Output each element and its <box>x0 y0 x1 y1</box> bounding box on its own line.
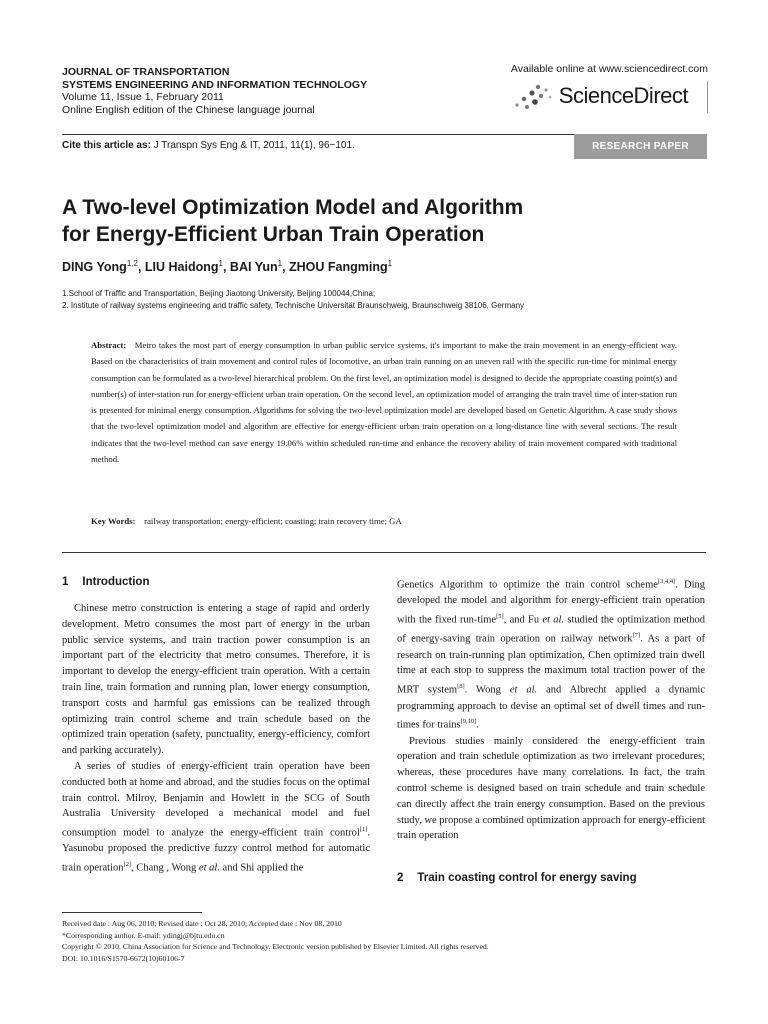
paragraph-text: Genetics Algorithm to optimize the train control scheme <box>397 579 658 591</box>
corresponding-author: *Corresponding author. E-mail: ydingj@bjtu.edu.cn <box>62 930 225 940</box>
section-heading-introduction <box>62 576 149 588</box>
journal-info <box>62 66 367 116</box>
received-dates: Received date : Aug 06, 2010; Revised date : Oct 28, 2010; Accepted date : Nov 08, 2010 <box>62 919 342 928</box>
citation-ref: [7] <box>632 632 641 640</box>
paragraph-text: , and Fu <box>503 614 543 626</box>
paragraph-text: A series of studies of energy-efficient train operation have been conducted both at home and abroad, and the studies focus on the optimal train control. Milroy, Benjamin and Howlett in the SCG of South Australia University developed a mechanical model and fuel consumption model to analyze the energy-efficient train control <box>62 760 370 839</box>
right-paragraph-2: Previous studies mainly considered the energy-efficient train operation and train schedule optimization as two irrelevant procedures; whereas, these procedures have many correlations. In fact, the train control scheme is designed based on train schedule and train schedule can directly affect the train energy consumption. Based on the previous study, we propose a combined optimization approach for energy-efficient train operation <box>397 735 705 842</box>
et-al: et al. <box>198 862 220 874</box>
title-line2: for Energy-Efficient Urban Train Operation <box>62 223 485 246</box>
citation-ref: [1] <box>359 826 368 834</box>
right-column <box>397 574 705 844</box>
available-online-text: Available online at www.sciencedirect.com <box>510 63 708 75</box>
citation <box>62 140 355 151</box>
et-al: et al. <box>509 684 538 696</box>
keywords <box>91 516 402 526</box>
author-affiliation-mark: 1 <box>277 259 283 268</box>
footnote-rule <box>62 912 202 913</box>
paragraph-text: . As a part of research on train-running plan optimization, Chen optimized train dwell time at each stop to suppress the maximum total traction power of the MRT system <box>397 633 705 696</box>
title-line1: A Two-level Optimization Model and Algorithm <box>62 196 524 219</box>
paragraph-text: , Chang , Wong <box>131 862 199 874</box>
keywords-label: Key Words: <box>91 516 136 526</box>
author-name: DING Yong <box>62 260 127 275</box>
affiliations <box>62 288 524 312</box>
footnotes <box>62 918 702 964</box>
intro-paragraph-1: Chinese metro construction is entering a stage of rapid and orderly development. Metro consumes the most part of energy in the urban public service systems, and train traction power consumption is an important part of the electricity that metro consumes. Therefore, it is important to develop the energy-efficient train operation. With a certain train line, train formation and running plan, lower energy consumption, transport costs and harmful gas emissions can be realized through optimizing train control scheme and train schedule based on the optimized train operation (safety, punctuality, energy-efficiency, comfort and parking accurately). <box>62 603 370 757</box>
author-affiliation-mark: 1 <box>387 259 393 268</box>
citation-text: J Transpn Sys Eng & IT, 2011, 11(1), 96−101. <box>150 140 355 151</box>
author-name: , ZHOU Fangming <box>282 260 388 275</box>
et-al: et al. <box>542 614 565 626</box>
abstract-text: Metro takes the most part of energy consumption in urban public service systems, it's important to make the train movement in an energy-efficient way. Based on the characteristics of train movement and control rules of locomotive, an urban train running on an uneven rail with the specific run-time for minimal energy consumption can be formulated as a two-level hierarchical problem. On the first level, an optimization model is designed to decide the appropriate coasting point(s) and number(s) of inter-station run for energy-efficient urban train operation. On the second level, an optimization model of arranging the train travel time of inter-station run is presented for minimal energy consumption. Algorithms for solving the two-level optimization model are developed based on Genetic Algorithm. A case study shows that the two-level optimization model and algorithm are effective for energy-efficient urban train operation on a long-distance line with several sections. The result indicates that the two-level method can save energy 19.06% within scheduled run-time and enhance the recovery ability of train movement compared with traditional method. <box>91 340 677 465</box>
journal-edition: Online English edition of the Chinese language journal <box>62 103 315 116</box>
author-affiliation-mark: 1,2 <box>126 259 138 268</box>
author-name: , LIU Haidong <box>137 260 219 275</box>
author-list <box>62 259 392 274</box>
paragraph-text: . <box>476 719 479 731</box>
sciencedirect-logo <box>486 63 708 108</box>
paragraph-text: . Wong <box>464 684 510 696</box>
citation-label: Cite this article as: <box>62 140 151 151</box>
sciencedirect-brand: ScienceDirect <box>558 83 688 108</box>
citation-ref: [9,10] <box>460 718 477 726</box>
section-title: Introduction <box>82 576 150 588</box>
affiliation-2: 2. Institute of railway systems engineering and traffic safety, Technische Universität Braunschweig, Braunschweig 38106, Germany <box>62 301 525 310</box>
journal-name-line2: SYSTEMS ENGINEERING AND INFORMATION TECHNOLOGY <box>62 78 368 91</box>
section-number: 1 <box>62 576 69 588</box>
logo-divider <box>707 81 708 113</box>
abstract <box>91 337 677 467</box>
citation-ref: [2] <box>123 861 132 869</box>
paragraph-text: . Yasunobu proposed the predictive fuzzy control method for automatic train operation <box>62 827 370 874</box>
left-column <box>62 601 370 877</box>
dot-cluster-icon <box>508 81 558 111</box>
paragraph-text: and Albrecht applied a dynamic programming approach to devise an optimal set of dwell times and run-times for trains <box>397 684 705 731</box>
section-title: Train coasting control for energy saving <box>417 872 637 884</box>
section-heading-coasting <box>397 872 637 884</box>
section-number: 2 <box>397 872 404 884</box>
intro-paragraph-2 <box>62 759 370 877</box>
paragraph-text: and Shi applied the <box>219 862 304 874</box>
author-affiliation-mark: 1 <box>218 259 223 268</box>
abstract-label: Abstract: <box>91 340 127 350</box>
abstract-rule <box>62 552 706 553</box>
paragraph-text: . Ding developed the model and algorithm for energy-efficient train operation with the fixed run-time <box>397 579 706 626</box>
author-name: , BAI Yun <box>222 260 278 275</box>
doi: DOI: 10.1016/S1570-6672(10)60106-7 <box>62 953 185 963</box>
keywords-text: railway transportation; energy-efficient; coasting; train recovery time; GA <box>144 516 402 526</box>
copyright: Copyright © 2010, China Association for Science and Technology. Electronic version published by Elsevier Limited. All rights reserved. <box>62 942 489 951</box>
paragraph-text: studied the optimization method of energy-saving train operation on railway network <box>397 614 705 645</box>
citation-ref: [8] <box>457 683 465 691</box>
citation-ref: [5] <box>496 613 504 621</box>
research-paper-badge: RESEARCH PAPER <box>574 134 707 159</box>
citation-ref: [3,4,4] <box>657 578 676 585</box>
affiliation-1: 1.School of Traffic and Transportation, Beijing Jiaotong University, Beijing 100044,China; <box>62 289 376 298</box>
right-paragraph-1 <box>397 574 705 734</box>
journal-volume: Volume 11, Issue 1, February 2011 <box>62 91 224 103</box>
paper-title <box>62 194 682 248</box>
journal-name-line1: JOURNAL OF TRANSPORTATION <box>62 66 230 78</box>
